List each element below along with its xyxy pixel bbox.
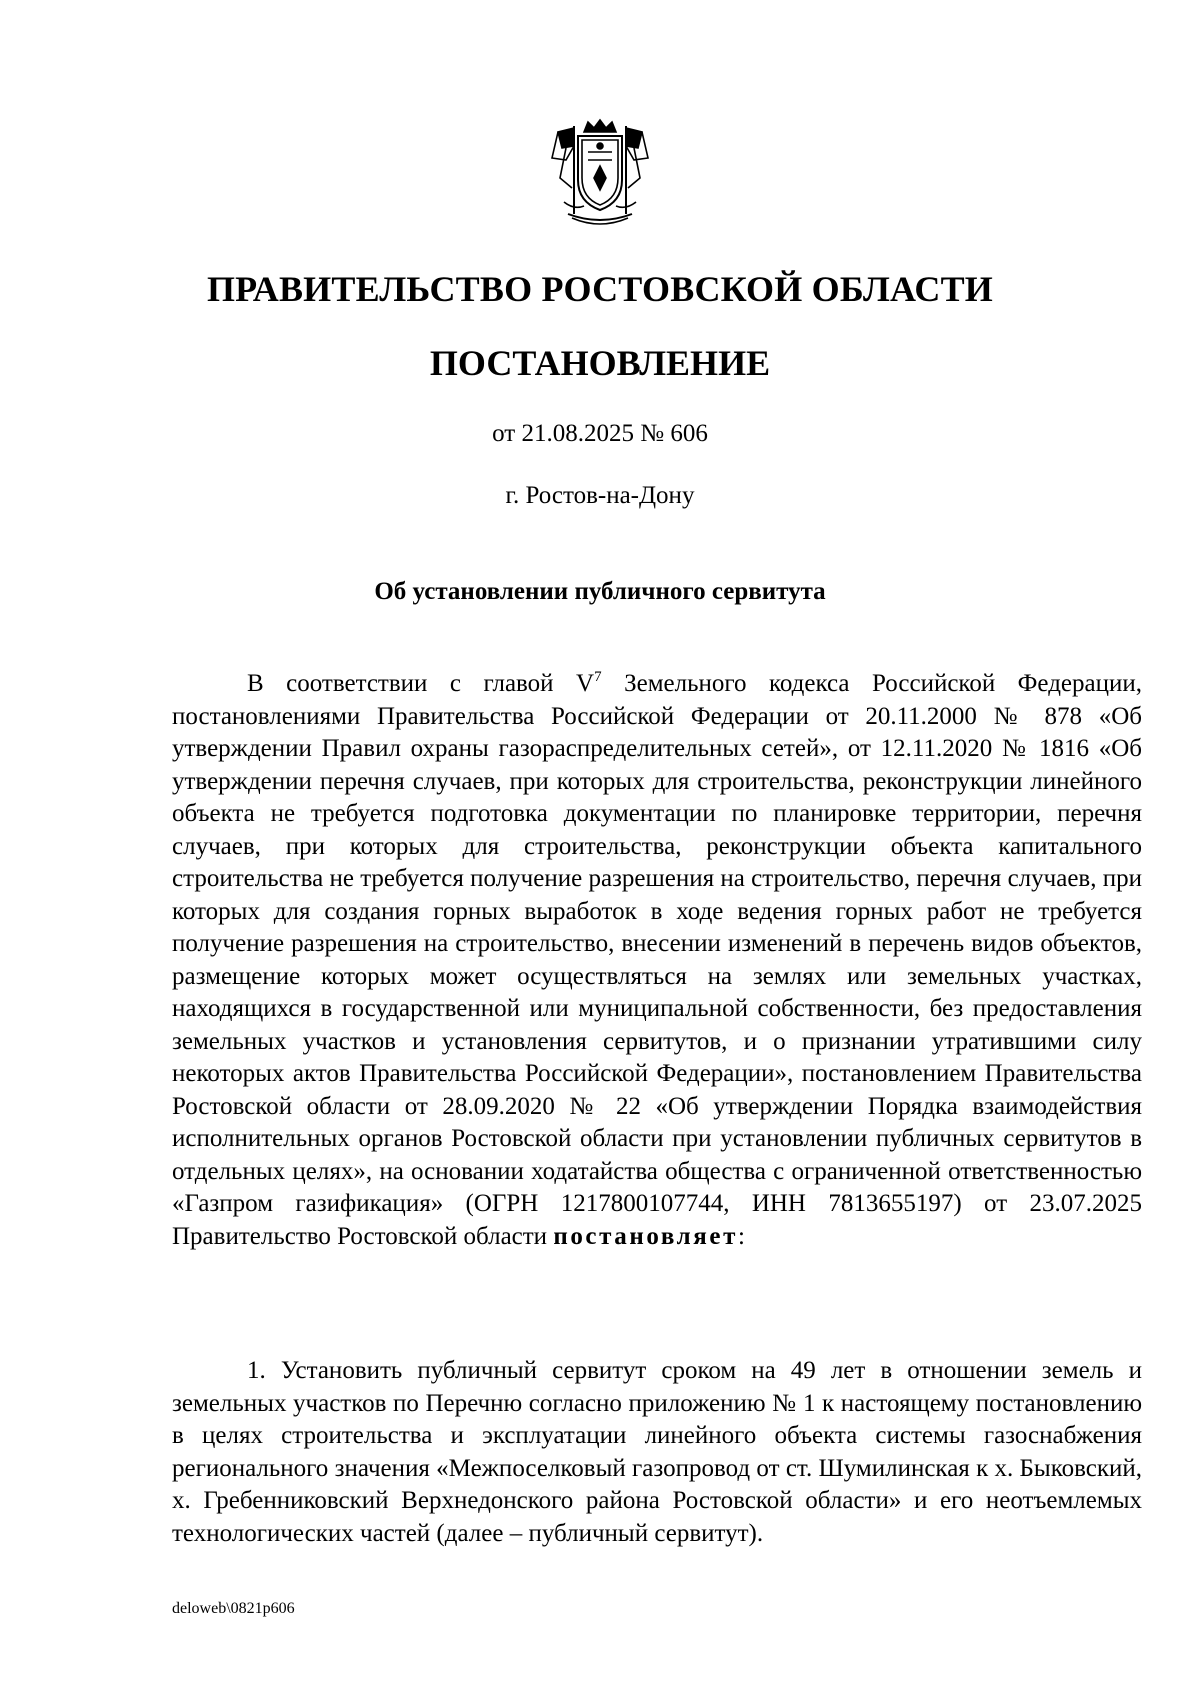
coat-of-arms-icon — [544, 118, 656, 230]
preamble-text-a: В соответствии с главой V — [247, 670, 595, 697]
preamble-colon: : — [737, 1222, 745, 1250]
resolves-word: постановляет — [553, 1222, 738, 1250]
paragraph-preamble — [172, 668, 1142, 1253]
paragraph-item-1: 1. Установить публичный сервитут сроком на 49 лет в отношении земель и земельных участков по Перечню согласно приложению № 1 к настоящему постановлению в целях строительства и эксплуатации линейного объекта системы газоснабжения регионального значения «Межпоселковый газопровод от ст. Шумилинская к х. Быковский, х. Гребенниковский Верхнедонского района Ростовской области» и его неотъемлемых технологических частей (далее – публичный сервитут). — [172, 1357, 1142, 1547]
document-type: ПОСТАНОВЛЕНИЕ — [429, 343, 771, 383]
document-city: г. Ростов-на-Дону — [505, 482, 695, 509]
footer-document-code: deloweb\0821p606 — [172, 1600, 295, 1617]
preamble-text-b: Земельного кодекса Российской Федерации, постановлениями Правительства Российской Федерации от 20.11.2000 № 878 «Об утверждении Правил охраны газораспределительных сетей», от 12.11.2020 № 1816 «Об утверждении перечня случаев, при которых для строительства, реконструкции линейного объекта не требуется подготовка документации по планировке территории, перечня случаев, при которых для строительства, реконструкции объекта капитального строительства не требуется получение разрешения на строительство, перечня случаев, при которых для создания горных выработок в ходе ведения горных работ не требуется получение разрешения на строительство, внесении изменений в перечень видов объектов, размещение которых может осуществляться на землях или земельных участках, находящихся в государственной или муниципальной собственности, без предоставления земельных участков и установления сервитутов, и о признании утратившими силу некоторых актов Правительства Российской Федерации», постановлением Правительства Ростовской области от 28.09.2020 № 22 «Об утверждении Порядка взаимодействия исполнительных органов Ростовской области при установлении публичных сервитутов в отдельных целях», на основании ходатайства общества с ограниченной ответственностью «Газпром газификация» (ОГРН 1217800107744, ИНН 7813655197) от 23.07.2025 Правительство Ростовской области — [172, 670, 1142, 1250]
organization-name: ПРАВИТЕЛЬСТВО РОСТОВСКОЙ ОБЛАСТИ — [206, 269, 994, 309]
chapter-superscript: 7 — [594, 669, 602, 685]
document-subject: Об установлении публичного сервитута — [374, 578, 826, 605]
document-date-number: от 21.08.2025 № 606 — [492, 420, 708, 447]
